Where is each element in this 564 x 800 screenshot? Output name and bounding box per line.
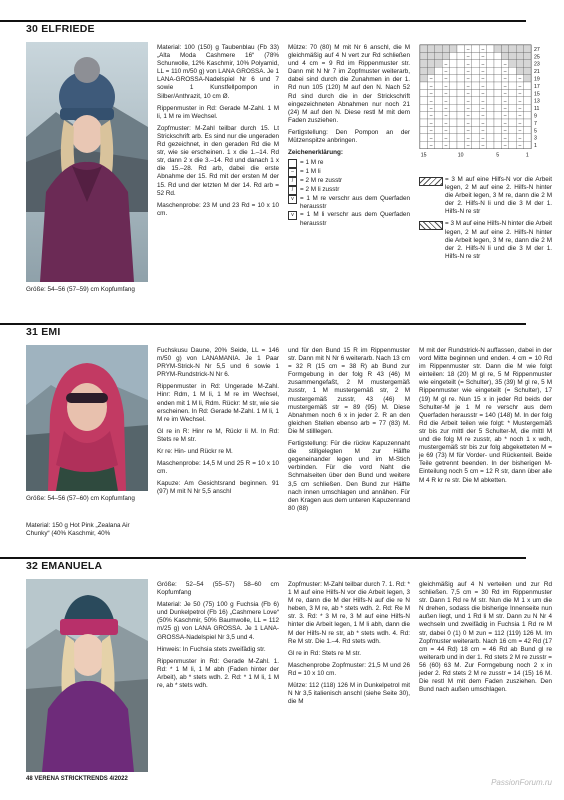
chart-cell: [457, 82, 464, 89]
purl-mark: –: [481, 105, 485, 112]
purl-mark: –: [481, 46, 485, 53]
chart-cell: [427, 52, 434, 59]
text-cable-pattern-32: Zopfmuster: M-Zahl teilbar durch 7. 1. Rd: * 1 M auf eine Hilfs-N vor die Arbeit legen, 3 M re, dann die M der Hilfs-N auf die re N heben, 3 M re, ab * stets wdh. 2. Rd: Re M str. 3. Rd: * 3 M re, 3 M auf eine Hilfs-N hinter die Arbeit legen, 1 M li abh, dann die M der Hilfs-N re str, ab * stets wdh. 4. Rd: Re M str. Die 1.–4. Rd stets wdh.: [288, 581, 410, 645]
chart-cell: [420, 75, 427, 82]
purl-mark: –: [466, 90, 470, 97]
text-gauge-31: Maschenprobe: 14,5 M und 25 R = 10 x 10 cm.: [157, 460, 279, 476]
chart-cell: [509, 126, 516, 133]
section-32: [26, 557, 552, 772]
chart-row-label: 7: [534, 120, 537, 127]
cable-legend: [419, 176, 552, 261]
chart-cell: [420, 112, 427, 119]
chart-cell: [516, 45, 523, 52]
chart-cell: [509, 75, 516, 82]
chart-cell: [494, 82, 501, 89]
purl-mark: –: [466, 98, 470, 105]
m1-knit-symbol-icon: v: [288, 195, 297, 204]
chart-cell: [457, 126, 464, 133]
k2tog-symbol-icon: /: [288, 177, 297, 186]
chart-cell: [472, 60, 479, 67]
chart-cell: [494, 75, 501, 82]
chart-row-label: 21: [534, 69, 540, 76]
key-row: = 1 M re: [288, 159, 410, 168]
chart-cell: [472, 67, 479, 74]
text-rib-32: Rippenmuster in Rd: Gerade M-Zahl. 1. Rd: * 1 M li, 1 M abh (Faden hinter der Arbeit), ab * stets wdh. 2. Rd: * 1 M li, 1 M re, ab * stets wdh.: [157, 657, 279, 690]
chart-cell: [524, 134, 531, 141]
chart-cell: [435, 52, 442, 59]
text-instructions-32: gleichmäßig auf 4 N verteilen und zur Rd schließen. 7,5 cm = 30 Rd im Rippenmuster str. Dann 1 Rd re M str. Nun die M 1 x um die N drehen, sodass die bisherige Innenseite nun außen liegt, und 1 Rd li M str. Dann zu N Nr 4 wechseln und zweifädig in Fuchsia 1 Rd re M str, dabei 0 (1) 0 M zun = 112 (119) 126 M. Im Zopfmuster weiterarb. Nach 16 cm = 42 Rd (17 cm = 44 Rd) 18 cm = 46 Rd ab Bund gl re weiterarb und in der 1. Rd stets 2 M re zusstr = 56 (60) 63 M. Zur Formgebung noch 2 x in jeder 2. Rd stets 2 M re zusstr = 14 (15) 16 M. Die restl M mit dem Faden zusziehen. Den Bund nach außen umschlagen.: [419, 581, 552, 694]
chart-cell: [509, 89, 516, 96]
chart-cell: [524, 60, 531, 67]
chart-cell: [524, 82, 531, 89]
purl-mark: –: [503, 83, 507, 90]
purl-mark: –: [444, 83, 448, 90]
chart-cell: [450, 141, 457, 148]
watermark: PassionForum.ru: [491, 778, 552, 787]
text-collar-31: M mit der Rundstrick-N auffassen, dabei in der vord Mitte beginnen und enden. 4 cm = 10 Rd im Rippenmuster str. Dann die M wie folgt einteilen: 18 (20) M gl re, 5 M Rippenmuster wie eingeteilt (= Schulter), 35 (39) M gl re, 5 M Rippenmuster wie eingeteilt (= Schulter), 17 (19) M gl re. Nun 15 x in jeder Rd beids der Schulter-M je 1 M re verschr aus dem Querfaden herausstr = 140 (148) M. In der folg Rd die Arbeit teilen wie folgt: * Mustergemäß str bis zur mittl der 5 Schulter-M, die mittl M und die folg M re zusstr, ab * noch 1 x wdh, mustergemäß str bis zur folg abgeketteten M = je 69 (73) M für Vorder- und Rückenteil. Beide Teile getrennt beenden. In der bisherigen M-Einteilung noch 5 cm = 12 R str, dann über alle M 4 R kr re str. Die M abketten.: [419, 347, 552, 484]
chart-cell: [435, 134, 442, 141]
purl-mark: –: [429, 142, 433, 149]
chart-cell: [435, 141, 442, 148]
purl-mark: –: [444, 90, 448, 97]
chart-cell: [450, 126, 457, 133]
purl-mark: –: [429, 83, 433, 90]
purl-mark: –: [429, 113, 433, 120]
text-hat-30: Mütze: 70 (80) M mit Nr 6 anschl, die M gleichmäßig auf 4 N vert zur Rd schließen und 4 cm = 9 Rd im Rippenmuster str. Dann mit N Nr 7 im Zopfmuster weiterarb, dabei sind durch die Zunahmen in der 1. Rd nun 105 (120) M auf den N. Nach 52 Rd sind durch die in der Strickschrift eingezeichneten Abnahmen nur noch 21 (24) M auf den N. Diese restl M mit dem Faden zusziehen.: [288, 44, 410, 124]
chart-cell: [494, 97, 501, 104]
chart-cell: [450, 119, 457, 126]
chart-cell: [524, 112, 531, 119]
chart-row-label: 5: [534, 128, 537, 135]
chart-cell: [494, 134, 501, 141]
chart-cell: [450, 89, 457, 96]
purl-mark: –: [503, 142, 507, 149]
chart-cell: [509, 141, 516, 148]
text-hood-31: Kapuze: Am Gesichtsrand beginnen. 91 (97) M mit N Nr 5,5 anschl: [157, 480, 279, 496]
chart-cell: [509, 97, 516, 104]
purl-mark: –: [481, 142, 485, 149]
purl-mark: –: [466, 142, 470, 149]
knit-symbol-icon: [288, 159, 297, 168]
chart-cell: [494, 60, 501, 67]
chart-cell: [509, 52, 516, 59]
chart-cell: [450, 134, 457, 141]
chart-cell: [487, 67, 494, 74]
material-caption-31: Material: 150 g Hot Pink „Zealana Air Chunky“ (40% Kaschmir, 40%: [26, 522, 130, 538]
chart-row-label: 1: [534, 143, 537, 150]
chart-cell: [442, 52, 449, 59]
chart-cell: [457, 60, 464, 67]
purl-mark: –: [466, 120, 470, 127]
size-caption-30: Größe: 54–56 (57–59) cm Kopfumfang: [26, 286, 135, 293]
text-finishing-30: Fertigstellung: Den Pompon an der Mützenspitze anbringen.: [288, 128, 410, 145]
key-row: v = 1 M re verschr aus dem Querfaden herausstr: [288, 195, 410, 211]
chart-cell: [524, 52, 531, 59]
chart-cell: [420, 119, 427, 126]
purl-mark: –: [518, 127, 522, 134]
chart-cell: [509, 45, 516, 52]
chart-cell: [457, 134, 464, 141]
photo-emanuela: [26, 579, 148, 772]
purl-symbol-icon: –: [288, 168, 297, 177]
purl-mark: –: [429, 127, 433, 134]
text-gauge-30: Maschenprobe: 23 M und 23 Rd = 10 x 10 cm.: [157, 201, 279, 217]
chart-cell: [450, 97, 457, 104]
purl-mark: –: [481, 68, 485, 75]
chart-cell: [501, 52, 508, 59]
purl-mark: –: [466, 83, 470, 90]
text-rib-31: Rippenmuster in Rd: Ungerade M-Zahl. Hinr: Rdm, 1 M li, 1 M re im Wechsel, enden mit 1 M li, Rdm. Rückr: M str, wie sie erscheinen. In Rd: Gerade M-Zahl. 1 M li, 1 M re im Wechsel.: [157, 383, 279, 423]
chart-cell: [457, 119, 464, 126]
purl-mark: –: [481, 135, 485, 142]
chart-cell: [457, 112, 464, 119]
chart-cell: [450, 82, 457, 89]
chart-cell: [457, 45, 464, 52]
chart-cell: [435, 75, 442, 82]
purl-mark: –: [429, 135, 433, 142]
purl-mark: –: [444, 135, 448, 142]
chart-col-label: 1: [525, 152, 529, 159]
purl-mark: –: [444, 98, 448, 105]
chart-cell: [427, 45, 434, 52]
purl-mark: –: [429, 98, 433, 105]
purl-mark: –: [503, 113, 507, 120]
chart-cell: [420, 141, 427, 148]
chart-cell: [524, 104, 531, 111]
chart-cell: [494, 141, 501, 148]
section-31-col-3: [419, 347, 552, 489]
chart-cell: [472, 97, 479, 104]
chart-cell: [435, 60, 442, 67]
section-30-title: 30 ELFRIEDE: [26, 23, 95, 35]
chart-row-label: 13: [534, 98, 540, 105]
chart-cell: [472, 104, 479, 111]
chart-cell: [435, 112, 442, 119]
chart-cell: [435, 119, 442, 126]
purl-mark: –: [429, 90, 433, 97]
chart-cell: [420, 126, 427, 133]
chart-cell: [494, 112, 501, 119]
purl-mark: –: [444, 68, 448, 75]
chart-row-label: 3: [534, 135, 537, 142]
photo-emi: [26, 345, 148, 491]
purl-mark: –: [518, 90, 522, 97]
cable-front-symbol-icon: [419, 177, 443, 186]
chart-cell: [524, 119, 531, 126]
chart-cell: [457, 104, 464, 111]
chart-cell: [494, 104, 501, 111]
chart-cell: [494, 67, 501, 74]
cable-back-symbol-icon: [419, 221, 443, 230]
chart-cell: [472, 141, 479, 148]
purl-mark: –: [466, 135, 470, 142]
text-material-30: Material: 100 (150) g Taubenblau (Fb 33) „Alta Moda Cashmere 16“ (78% Schurwolle, 12% Kaschmir, 10% Polyamid, LL = 110 m/50 g) von LANA GROSSA. Je 1 LANA-GROSSA-Nadelspiel Nr 6 und 7 sowie 1 Kunstfellpompon in Silber/Anthrazit, 10 cm Ø.: [157, 44, 279, 100]
size-caption-31: Größe: 54–56 (57–60) cm Kopfumfang: [26, 495, 135, 502]
chart-cell: [509, 134, 516, 141]
chart-cell: [472, 112, 479, 119]
chart-cell: [487, 104, 494, 111]
chart-cell: [420, 67, 427, 74]
purl-mark: –: [503, 68, 507, 75]
purl-mark: –: [503, 76, 507, 83]
m1-purl-symbol-icon: v: [288, 211, 297, 220]
chart-cell: [420, 104, 427, 111]
section-31-title: 31 EMI: [26, 326, 61, 338]
chart-row-label: 17: [534, 83, 540, 90]
key-row: v = 1 M li verschr aus dem Querfaden herausstr: [288, 211, 410, 227]
chart-row-label: 15: [534, 91, 540, 98]
chart-cell: [487, 119, 494, 126]
purl-mark: –: [444, 127, 448, 134]
chart-cell: [524, 141, 531, 148]
chart-cell: [457, 97, 464, 104]
purl-mark: –: [466, 127, 470, 134]
chart-cell: [472, 75, 479, 82]
chart-cell: [494, 45, 501, 52]
purl-mark: –: [503, 90, 507, 97]
purl-mark: –: [481, 120, 485, 127]
chart-cell: [494, 89, 501, 96]
chart-cell: [427, 67, 434, 74]
chart-row-label: 25: [534, 54, 540, 61]
chart-cell: [472, 126, 479, 133]
chart-cell: [450, 67, 457, 74]
section-30-col-1: [157, 44, 279, 222]
text-material-31: Fuchskusu Daune, 20% Seide, LL = 146 m/50 g) von LANAMANIA. Je 1 Paar PRYM-Strick-N Nr 5,5 und 6 sowie 1 PRYM-Rundstrick-N Nr 6.: [157, 347, 279, 379]
chart-cell: [472, 82, 479, 89]
section-31-col-1: [157, 347, 279, 501]
purl-mark: –: [466, 53, 470, 60]
purl-mark: –: [518, 142, 522, 149]
text-gauge-32: Maschenprobe Zopfmuster: 21,5 M und 26 Rd = 10 x 10 cm.: [288, 661, 410, 677]
chart-cell: [472, 89, 479, 96]
purl-mark: –: [466, 76, 470, 83]
chart-cell: [494, 119, 501, 126]
chart-cell: [457, 141, 464, 148]
section-32-col-2: [288, 581, 410, 710]
chart-cell: [524, 45, 531, 52]
chart-cell: [487, 134, 494, 141]
chart-cell: [472, 134, 479, 141]
purl-mark: –: [444, 142, 448, 149]
section-30-col-2: [288, 44, 410, 228]
purl-mark: –: [481, 83, 485, 90]
photo-elfriede: [26, 42, 148, 282]
chart-cell: [420, 82, 427, 89]
chart-cell: [420, 45, 427, 52]
purl-mark: –: [429, 105, 433, 112]
text-note-32: Hinweis: In Fuchsia stets zweifädig str.: [157, 645, 266, 653]
purl-mark: –: [481, 90, 485, 97]
chart-cell: [509, 104, 516, 111]
section-30: [26, 20, 552, 316]
chart-cell: [457, 75, 464, 82]
chart-cell: [524, 97, 531, 104]
chart-cell: [472, 52, 479, 59]
key-row: – = 1 M li: [288, 168, 410, 177]
chart-cell: [494, 126, 501, 133]
chart-cell: [516, 67, 523, 74]
chart-row-label: 23: [534, 61, 540, 68]
chart-cell: [494, 52, 501, 59]
section-32-title: 32 EMANUELA: [26, 560, 103, 572]
text-shaping-31: und für den Bund 15 R im Rippenmuster str. Dann mit N Nr 6 weiterarb. Nach 13 cm = 32 R (15 cm = 38 R) ab Bund zur Formgebung in der folg R 43 (46) M zusammengefaßt, 2 M mustergemäß zusstr, 1 M mustergemäß str, 2 M mustergemäß zusstr, 43 (46) M mustergemäß str = 89 (95) M. Diese Abnahmen noch 6 x in jeder 2. R an den gleichen Stellen ebenso arb = 77 (83) M. Die M stilllegen.: [288, 347, 410, 435]
purl-mark: –: [518, 98, 522, 105]
chart-cell: [487, 89, 494, 96]
purl-mark: –: [503, 127, 507, 134]
chart-cell: [435, 89, 442, 96]
section-32-col-3: [419, 581, 552, 698]
chart-cell: [457, 67, 464, 74]
purl-mark: –: [466, 113, 470, 120]
purl-mark: –: [466, 105, 470, 112]
chart-row-label: 27: [534, 46, 540, 53]
chart-cell: [524, 75, 531, 82]
purl-mark: –: [518, 105, 522, 112]
p2tog-symbol-icon: /: [288, 186, 297, 195]
chart-cell: [516, 52, 523, 59]
chart-cell: [487, 97, 494, 104]
chart-cell: [420, 60, 427, 67]
text-material-32: Material: Je 50 (75) 100 g Fuchsia (Fb 6) und Dunkelpetrol (Fb 16) „Cashmere Love“ (50% Kaschmir, 50% Baumwolle, LL = 112 m/25 g) von LANA GROSSA. Je 1 LANA-GROSSA-Nadelspiel Nr 3,5 und 4.: [157, 601, 279, 641]
chart-cell: [435, 126, 442, 133]
chart-cell: [509, 112, 516, 119]
chart-cell: [516, 60, 523, 67]
chart-cell: [487, 45, 494, 52]
purl-mark: –: [503, 120, 507, 127]
chart-cell: [450, 52, 457, 59]
text-stockinette-32: Gl re in Rd: Stets re M str.: [288, 649, 361, 657]
purl-mark: –: [481, 53, 485, 60]
chart-cell: [487, 112, 494, 119]
chart-cell: [487, 60, 494, 67]
purl-mark: –: [444, 76, 448, 83]
purl-mark: –: [518, 76, 522, 83]
cable-back-text: = 3 M auf eine Hilfs-N hinter die Arbeit legen, 2 M auf eine 2. Hilfs-N hinter die Arbeit legen, 3 M re, dann die 2 M der 2. Hilfs-N li und die 3 M der 1. Hilfs-N re str: [445, 220, 553, 260]
purl-mark: –: [503, 135, 507, 142]
knitting-chart: [419, 44, 552, 172]
chart-cell: [450, 112, 457, 119]
purl-mark: –: [518, 120, 522, 127]
chart-cell: [435, 97, 442, 104]
purl-mark: –: [518, 135, 522, 142]
chart-cell: [450, 60, 457, 67]
chart-cell: [450, 75, 457, 82]
section-31-col-2: [288, 347, 410, 517]
purl-mark: –: [466, 46, 470, 53]
chart-cell: [457, 52, 464, 59]
chart-cell: [435, 82, 442, 89]
purl-mark: –: [444, 105, 448, 112]
purl-mark: –: [429, 120, 433, 127]
chart-cell: [457, 89, 464, 96]
chart-cell: [487, 52, 494, 59]
chart-row-label: 19: [534, 76, 540, 83]
chart-col-label: 5: [496, 152, 500, 159]
purl-mark: –: [444, 113, 448, 120]
text-finishing-31: Fertigstellung: Für die rückw Kapuzennaht die stillgelegten M zur Hälfte gegeneinander legen und im M-Stich verbinden. Für die vord Naht die Schmalseiten über den Bund und weitere 3,5 cm schließen. Den Bund zur Hälfte nach innen umschlagen und annähen. Für den Kragen aus dem unteren Kapuzenrand 80 (88): [288, 440, 410, 512]
cable-front-text: = 3 M auf eine Hilfs-N vor die Arbeit legen, 2 M auf eine 2. Hilfs-N hinter die Arbeit legen, 3 M re, dann die 2 M der 2. Hilfs-N li und die 3 M der 1. Hilfs-N re str: [445, 176, 552, 216]
purl-mark: –: [518, 113, 522, 120]
chart-cell: [524, 89, 531, 96]
text-cable-pattern-30: Zopfmuster: M-Zahl teilbar durch 15. Lt Strickschrift arb. Es sind nur die ungeraden Rd gezeichnet, in den geraden Rd die M str, wie sie erscheinen. 1 x die 1.–14. Rd str, dann 2 x die 3.–14. Rd und danach 1 x die 15.–28. Rd arb, dabei die erste Abnahme der 15. Rd mit der ersten M der 15. Rd und der letzten M der 14. Rd arb = 52 Rd.: [157, 124, 279, 197]
purl-mark: –: [466, 68, 470, 75]
key-row: / = 2 M li zusstr: [288, 186, 410, 195]
chart-cell: [435, 45, 442, 52]
chart-cell: [487, 82, 494, 89]
chart-cell: [487, 141, 494, 148]
chart-cell: [435, 67, 442, 74]
chart-cell: [524, 67, 531, 74]
chart-cell: [509, 119, 516, 126]
section-32-col-1: [157, 581, 279, 694]
purl-mark: –: [444, 120, 448, 127]
chart-cell: [472, 119, 479, 126]
chart-cell: [427, 60, 434, 67]
key-row: / = 2 M re zusstr: [288, 177, 410, 186]
purl-mark: –: [481, 61, 485, 68]
chart-col-label: 10: [457, 152, 464, 159]
purl-mark: –: [481, 98, 485, 105]
chart-col-label: 15: [420, 152, 427, 159]
chart-cell: [420, 89, 427, 96]
chart-cell: [420, 134, 427, 141]
purl-mark: –: [481, 127, 485, 134]
purl-mark: –: [466, 61, 470, 68]
page-footer: 48 VERENA STRICKTRENDS 4/2022: [26, 776, 128, 782]
text-stockinette-31: Gl re in R: Hinr re M, Rückr li M. In Rd: Stets re M str.: [157, 427, 279, 443]
purl-mark: –: [444, 61, 448, 68]
text-garter-31: Kr re: Hin- und Rückr re M.: [157, 448, 233, 456]
chart-cell: [472, 45, 479, 52]
chart-row-label: 11: [534, 106, 540, 113]
text-rib-30: Rippenmuster in Rd: Gerade M-Zahl. 1 M li, 1 M re im Wechsel.: [157, 104, 279, 120]
purl-mark: –: [518, 83, 522, 90]
chart-cell: [450, 45, 457, 52]
chart-cell: [524, 126, 531, 133]
chart-cell: [420, 52, 427, 59]
chart-cell: [501, 45, 508, 52]
purl-mark: –: [503, 105, 507, 112]
key-title: Zeichenerklärung:: [288, 149, 343, 157]
purl-mark: –: [503, 61, 507, 68]
chart-cell: [509, 82, 516, 89]
purl-mark: –: [429, 76, 433, 83]
chart-cell: [509, 60, 516, 67]
chart-cell: [450, 104, 457, 111]
section-31: [26, 323, 552, 563]
purl-mark: –: [481, 76, 485, 83]
chart-cell: [487, 75, 494, 82]
chart-cell: [509, 67, 516, 74]
chart-cell: [442, 45, 449, 52]
chart-cell: [435, 104, 442, 111]
text-size-32: Größe: 52–54 (55–57) 58–60 cm Kopfumfang: [157, 581, 279, 597]
text-hat-32: Mütze: 112 (118) 126 M in Dunkelpetrol mit N Nr 3,5 italienisch anschl (siehe Seite 30), die M: [288, 682, 410, 706]
chart-cell: [420, 97, 427, 104]
purl-mark: –: [503, 98, 507, 105]
chart-row-label: 9: [534, 113, 537, 120]
chart-cell: [487, 126, 494, 133]
purl-mark: –: [481, 113, 485, 120]
